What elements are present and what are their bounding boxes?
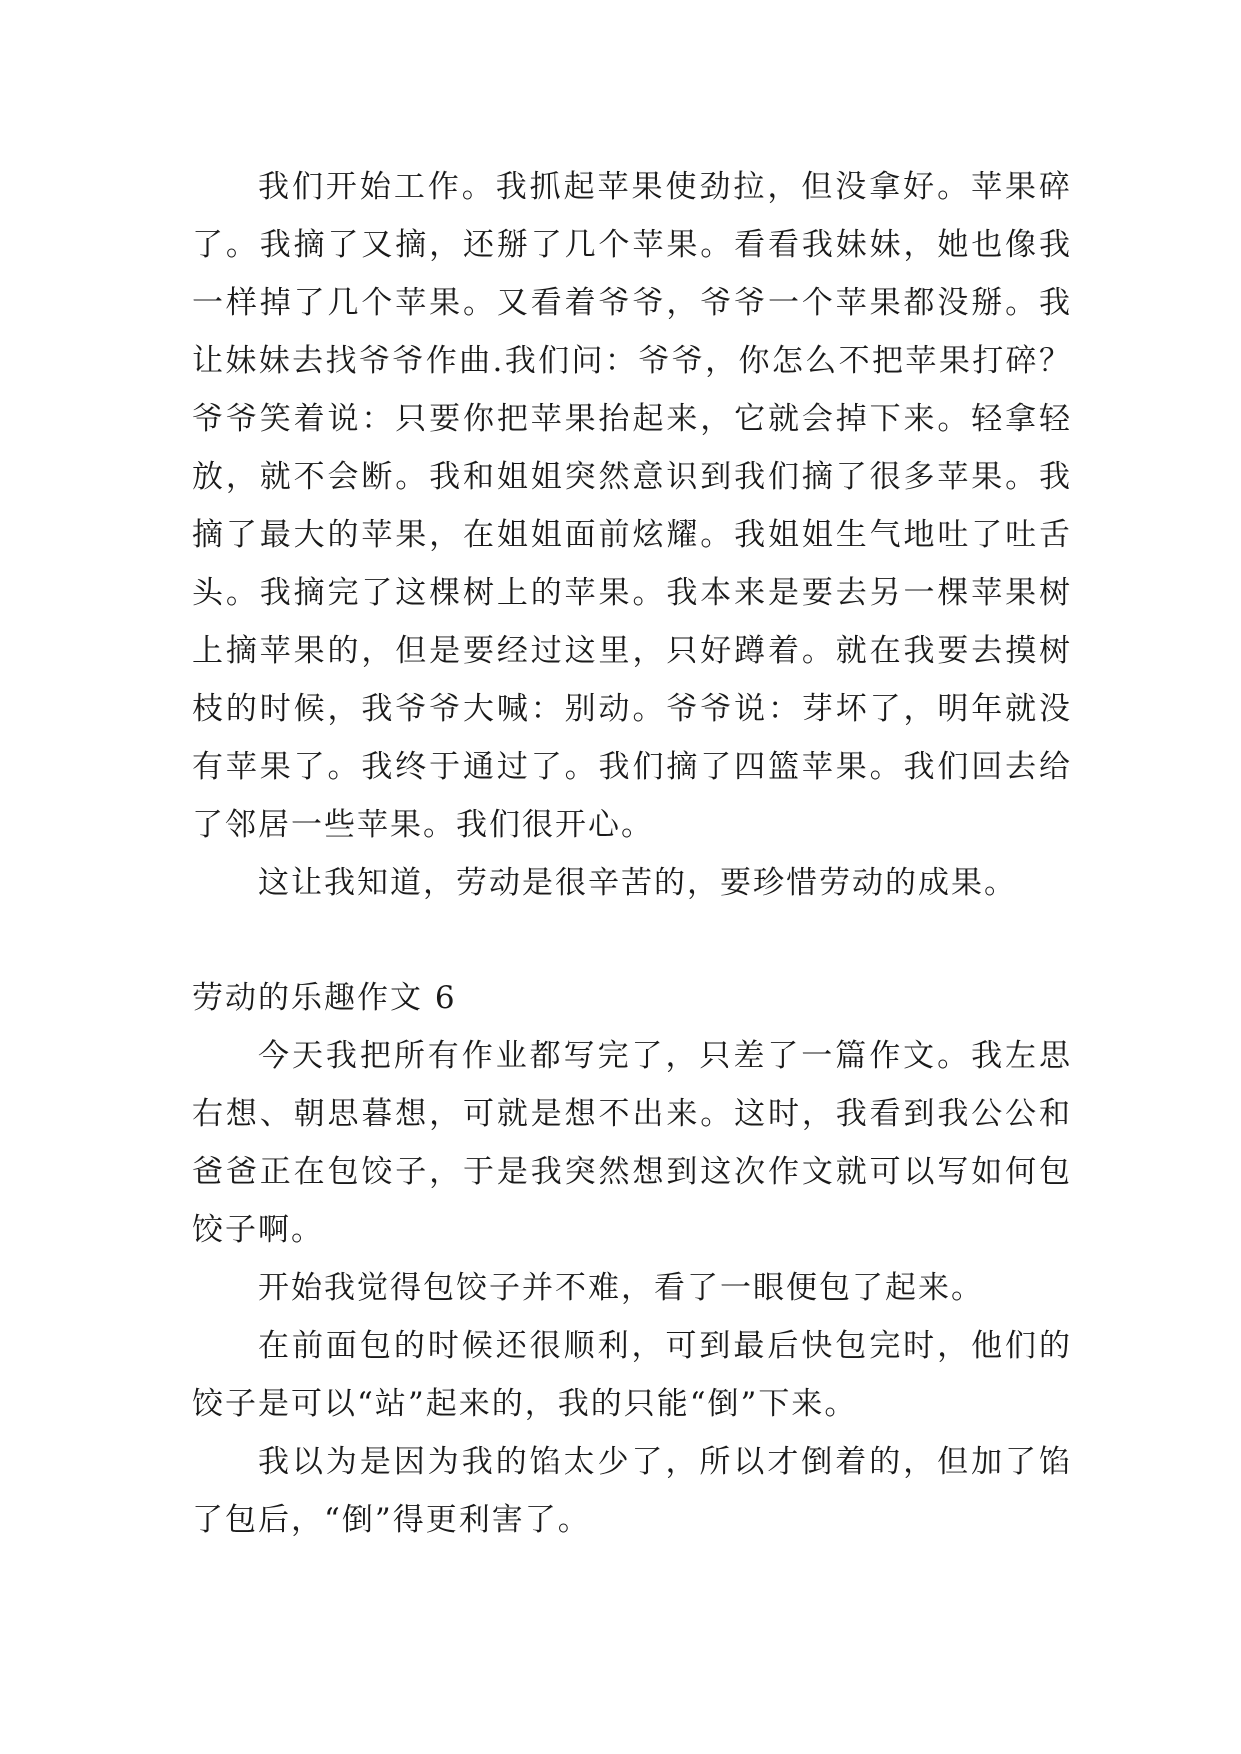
paragraph-apple-picking: 我们开始工作。我抓起苹果使劲拉，但没拿好。苹果碎了。我摘了又摘，还掰了几个苹果。看看我妹妹，她也像我一样掉了几个苹果。又看着爷爷，爷爷一个苹果都没掰。我让妹妹去找爷爷作曲.我们问：爷爷，你怎么不把苹果打碎？爷爷笑着说：只要你把苹果抬起来，它就会掉下来。轻拿轻放，就不会断。我和姐姐突然意识到我们摘了很多苹果。我摘了最大的苹果，在姐姐面前炫耀。我姐姐生气地吐了吐舌头。我摘完了这棵树上的苹果。我本来是要去另一棵苹果树上摘苹果的，但是要经过这里，只好蹲着。就在我要去摸树枝的时候，我爷爷大喊：别动。爷爷说：芽坏了，明年就没有苹果了。我终于通过了。我们摘了四篮苹果。我们回去给了邻居一些苹果。我们很开心。 <box>192 169 1072 843</box>
paragraph-apple-conclusion: 这让我知道，劳动是很辛苦的，要珍惜劳动的成果。 <box>258 865 1017 901</box>
paragraph-homework: 今天我把所有作业都写完了，只差了一篇作文。我左思右想、朝思暮想，可就是想不出来。这时，我看到我公公和爸爸正在包饺子，于是我突然想到这次作文就可以写如何包饺子啊。 <box>192 1038 1072 1248</box>
paragraph-dumplings-standing: 在前面包的时候还很顺利，可到最后快包完时，他们的饺子是可以“站”起来的，我的只能“倒”下来。 <box>192 1328 1072 1422</box>
essay-section-one <box>192 158 1072 912</box>
essay-title: 劳动的乐趣作文 6 <box>192 980 457 1016</box>
paragraph-start-dumplings: 开始我觉得包饺子并不难，看了一眼便包了起来。 <box>258 1270 984 1306</box>
paragraph-more-filling: 我以为是因为我的馅太少了，所以才倒着的，但加了馅了包后，“倒”得更利害了。 <box>192 1444 1072 1538</box>
essay-section-two <box>192 969 1072 1549</box>
